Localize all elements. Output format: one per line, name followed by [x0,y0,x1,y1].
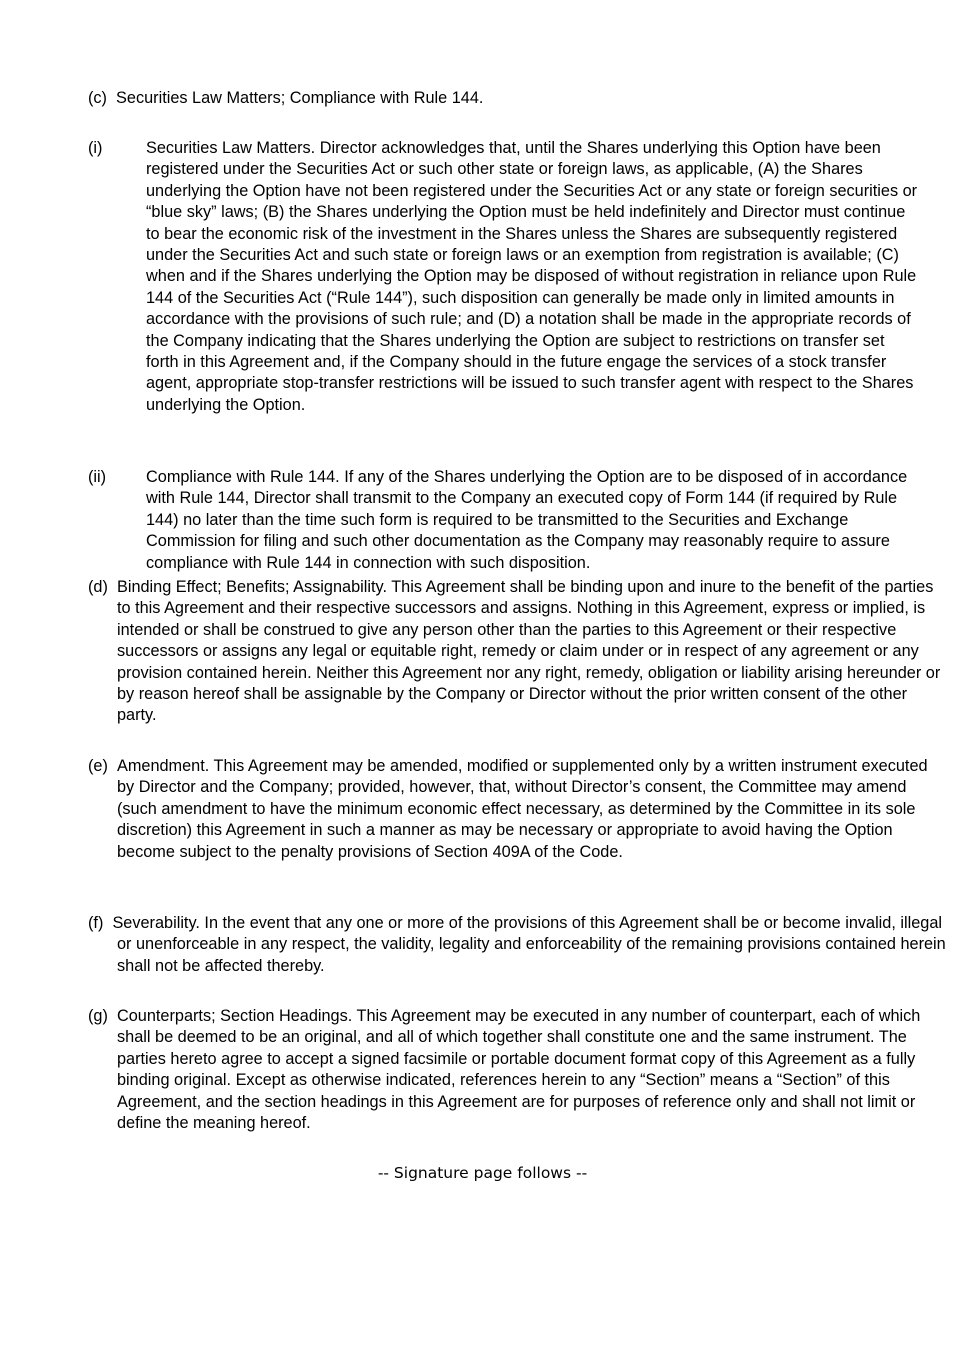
section-e [88,756,947,863]
section-c-i-label: (i) [88,139,103,157]
section-c [88,88,947,109]
section-c-label: (c) [88,89,107,107]
section-d [88,577,947,727]
section-f-label: (f) [88,914,104,932]
section-g-label: (g) [88,1007,108,1025]
section-d-text: Binding Effect; Benefits; Assignability. This Agreement shall be binding upon and inure to the benefit of the parties to this Agreement and their respective successors and assigns. Nothing in this Agreement, express or implied, is intended or shall be construed to give any person other than the parties to this Agreement or their respective successors or assigns any legal or equitable right, remedy or claim under or in respect of any agreement or any provision contained herein. Neither this Agreement nor any right, remedy, obligation or liability arising hereunder or by reason hereof shall be assignable by the Company or Director without the prior written consent of the other party. [116,578,941,725]
section-c-ii-label: (ii) [88,468,107,486]
section-g [88,1006,947,1134]
section-c-ii [88,467,918,574]
section-e-text: Amendment. This Agreement may be amended, modified or supplemented only by a written instrument executed by Director and the Company; provided, however, that, without Director’s consent, the Committee may amend (such amendment to have the minimum economic effect necessary, as determined by the Committee in its sole discretion) this Agreement in such a manner as may be necessary or appropriate to avoid having the Option become subject to the penalty provisions of Section 409A of the Code. [116,757,928,861]
section-c-i [88,138,918,416]
section-f-text: Severability. In the event that any one or more of the provisions of this Agreement shall be or become invalid, illegal or unenforceable in any respect, the validity, legality and enforceability of the remaining provisions contained herein shall not be affected thereby. [112,914,946,975]
section-d-label: (d) [88,578,108,596]
section-c-text: Securities Law Matters; Compliance with Rule 144. [116,89,484,107]
section-c-i-text: Securities Law Matters. Director acknowledges that, until the Shares underlying this Option have been registered under the Securities Act or such other state or foreign laws, as applicable, (A) the Shares underlying the Option have not been registered under the Securities Act or any state or foreign securities or “blue sky” laws; (B) the Shares underlying the Option must be held indefinitely and Director must continue to bear the economic risk of the investment in the Shares unless the Shares are subsequently registered under the Securities Act and such state or foreign laws or an exemption from registration is available; (C) when and if the Shares underlying the Option may be disposed of without registration in reliance upon Rule 144 of the Securities Act (“Rule 144”), such disposition can generally be made only in limited amounts in accordance with the provisions of such rule; and (D) a notation shall be made in the appropriate records of the Company indicating that the Shares underlying the Option are subject to restrictions on transfer set forth in this Agreement and, if the Company should in the future engage the services of a stock transfer agent, appropriate stop-transfer restrictions will be issued to such transfer agent with respect to the Shares underlying the Option. [146,139,918,414]
section-e-label: (e) [88,757,108,775]
section-g-text: Counterparts; Section Headings. This Agreement may be executed in any number of counterpart, each of which shall be deemed to be an original, and all of which together shall constitute one and the same instrument. The parties hereto agree to accept a signed facsimile or portable document format copy of this Agreement as a fully binding original. Except as otherwise indicated, references herein to any “Section” means a “Section” of this Agreement, and the section headings in this Agreement are for purposes of reference only and shall not limit or define the meaning hereof. [116,1007,921,1133]
signature-page-note: -- Signature page follows -- [377,1164,588,1182]
section-c-ii-text: Compliance with Rule 144. If any of the Shares underlying the Option are to be disposed of in accordance with Rule 144, Director shall transmit to the Company an executed copy of Form 144 (if required by Rule 144) no later than the time such form is required to be transmitted to the Securities and Exchange Commission for filing and such other documentation as the Company may reasonably require to assure compliance with Rule 144 in connection with such disposition. [146,468,908,572]
section-f [88,913,947,977]
